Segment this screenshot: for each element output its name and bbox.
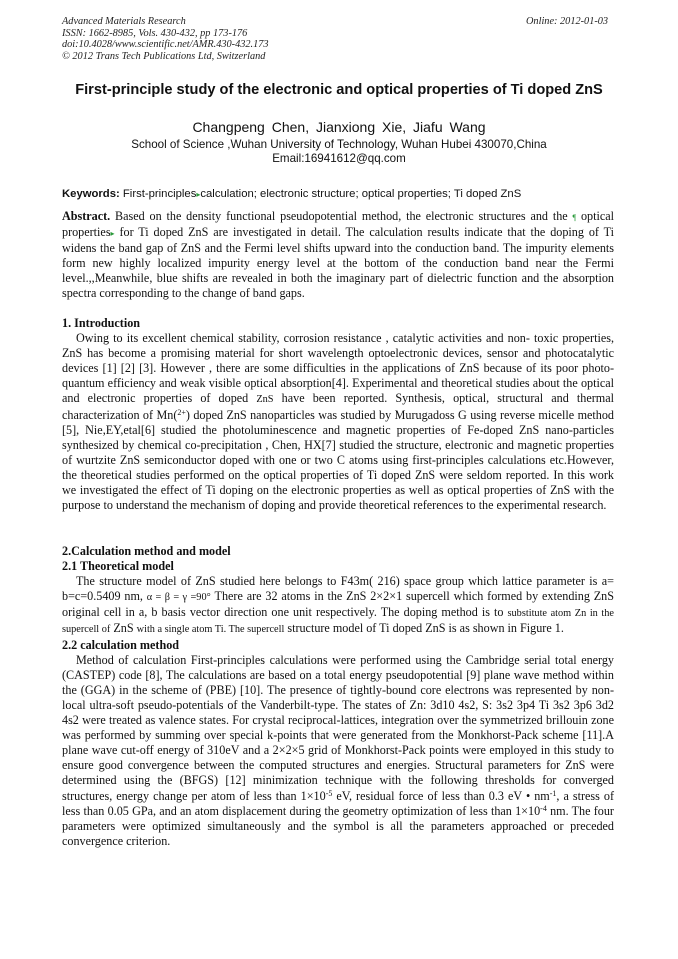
- superscript: -4: [540, 803, 547, 813]
- journal-header: [62, 16, 269, 62]
- edit-mark-icon: ▸: [196, 190, 201, 199]
- affiliation: School of Science ,Wuhan University of Technology, Wuhan Hubei 430070,China: [131, 138, 547, 151]
- section-introduction: [62, 316, 614, 513]
- intro-paragraph: [62, 331, 614, 513]
- paragraph-mark-icon: ¶: [572, 213, 577, 222]
- email[interactable]: Email:16941612@qq.com: [272, 152, 406, 165]
- model-text-c: ZnS: [110, 621, 137, 636]
- method-text-d: nm. The four parameters were optimized simultaneously and the symbol is all the parameters approached or preceded convergence criterion.: [62, 803, 614, 848]
- model-text-a: The structure model of ZnS studied here belongs to F43m( 216) space group which lattice parameter is a= b=c=0.5409 nm,: [62, 574, 614, 604]
- issn-line: ISSN: 1662-8985, Vols. 430-432, pp 173-176: [62, 27, 248, 39]
- keywords-text-a: First-principles: [119, 188, 197, 200]
- abstract-label: Abstract.: [62, 209, 111, 223]
- subsection-heading: 2.2 calculation method: [62, 637, 180, 652]
- method-text-a: Method of calculation First-principles calculations were performed using the Cambridge serial total energy (CASTEP) code [8], The calculations are based on a total energy pseudopotential [9] plane wave method within the (GGA) in the scheme of (PBE) [10]. The presence of tightly-bound core electrons was represented by non-local ultra-soft pseudo-potentials of the Vanderbilt-type. The states of Zn: 3d10 4s2, S: 3s2 3p4 Ti 3s2 3p6 3d2 4s2 were treated as valence states. For crystal reciprocal-lattices, integration over the symmetrized brillouin zone was performed by summing over special k-points that were generated from the Monkhorst-Pack scheme [11].A plane wave cut-off energy of 310eV and a 2×2×5 grid of Monkhorst-Pack points were employed in this study to ensure good convergence between the computed structures and energies. Structural parameters for ZnS were determined using the (BFGS) [12] minimization technique with the following thresholds for converged structures, energy change per atom of less than 1×10: [62, 652, 614, 803]
- method-text-b: eV, residual force of less than 0.3 eV • nm: [332, 788, 550, 803]
- copyright-line: © 2012 Trans Tech Publications Ltd, Switzerland: [62, 50, 266, 62]
- superscript: -5: [325, 788, 333, 798]
- model-text-small-2: with a single atom Ti. The supercell: [136, 624, 285, 636]
- method-paragraph: [62, 653, 614, 849]
- lattice-angles: α = β = γ =90°: [146, 592, 211, 604]
- edit-mark-icon: ▸: [110, 229, 115, 239]
- abstract-text-c: for Ti doped ZnS are investigated in detail. The calculation results indicate that the doping of Ti widens the band gap of ZnS and the Fermi level shifts upward into the conduction band. The impurity elements form new highly localized impurity energy level at the bottom of the conduction band near the Fermi level.,,Meanwhile, blue shifts are revealed in both the imaginary part of dielectric function and the absorption spectra corresponding to the change of band gaps.: [62, 225, 614, 301]
- model-text-b: There are 32 atoms in the ZnS 2×2×1 supercell which formed by extending ZnS original cell in a, b basis vector direction one unit respectively. The doping method is to: [62, 589, 614, 620]
- model-text-d: structure model of Ti doped ZnS is as shown in Figure 1.: [284, 621, 564, 636]
- section-heading: 2.Calculation method and model: [62, 544, 231, 558]
- intro-text-b: have been reported. Synthesis, optical, structural and thermal characterization of Mn(: [62, 391, 614, 422]
- intro-text-a: Owing to its excellent chemical stability, corrosion resistance , catalytic activities and non- toxic properties, ZnS has become a promising material for short wavelength optoelectronic devices, sensor and photocatalytic devices [1] [2] [3]. However , there are some difficulties in the applications of ZnS because of its poor photo-quantum efficiency and weak visible optical absorption[4]. Experimental and theoretical studies about the optical and electronic properties of doped: [62, 331, 614, 406]
- affiliation-block: [62, 138, 616, 166]
- subsection-heading: 2.1 Theoretical model: [62, 559, 174, 574]
- superscript: -1: [549, 788, 557, 798]
- doi-line[interactable]: doi:10.4028/www.scientific.net/AMR.430-432.173: [62, 39, 269, 50]
- journal-name: Advanced Materials Research: [62, 16, 186, 27]
- abstract-text-b: optical properties: [62, 209, 614, 240]
- paper-title: First-principle study of the electronic and optical properties of Ti doped ZnS: [75, 82, 603, 98]
- section-calculation: [62, 544, 614, 849]
- keywords: [62, 187, 616, 202]
- keywords-text-b: calculation; electronic structure; optical properties; Ti doped ZnS: [200, 188, 522, 200]
- superscript: 2+: [177, 407, 186, 417]
- author-list: Changpeng Chen, Jianxiong Xie, Jiafu Wang: [192, 119, 486, 135]
- intro-zns: ZnS: [256, 394, 274, 406]
- abstract: [62, 209, 614, 302]
- keywords-label: Keywords:: [62, 188, 120, 200]
- model-text-small: substitute atom Zn in the supercell of: [62, 608, 614, 636]
- abstract-text-a: Based on the density functional pseudopotential method, the electronic structures and the: [110, 209, 573, 223]
- online-date: Online: 2012-01-03: [526, 16, 609, 27]
- method-text-c: , a stress of less than 0.05 GPa, and an atom displacement during the geometry optimization of less than 1×10: [62, 788, 615, 818]
- section-heading: 1. Introduction: [62, 316, 141, 330]
- model-paragraph: [62, 574, 614, 637]
- intro-text-c: ) doped ZnS nanoparticles was studied by Murugadoss G using reverse micelle method [5], Nie,EY,etal[6] studied the photoluminescence and magnetic properties of Fe-doped ZnS nano-particles synthesized by chemical co-precipitation , Chen, HX[7] studied the structure, electronic and magnetic properties of wurtzite ZnS semiconductor doped with one or two C atoms using first-principles calculations etc.However, the theoretical studies performed on the optical properties of Ti doped ZnS were seldom reported. In this work we investigated the effect of Ti doping on the electronic properties as well as optical properties of ZnS with the purpose to understand the mechanism of doping and provide theoretical references to the experimental research.: [62, 407, 614, 513]
